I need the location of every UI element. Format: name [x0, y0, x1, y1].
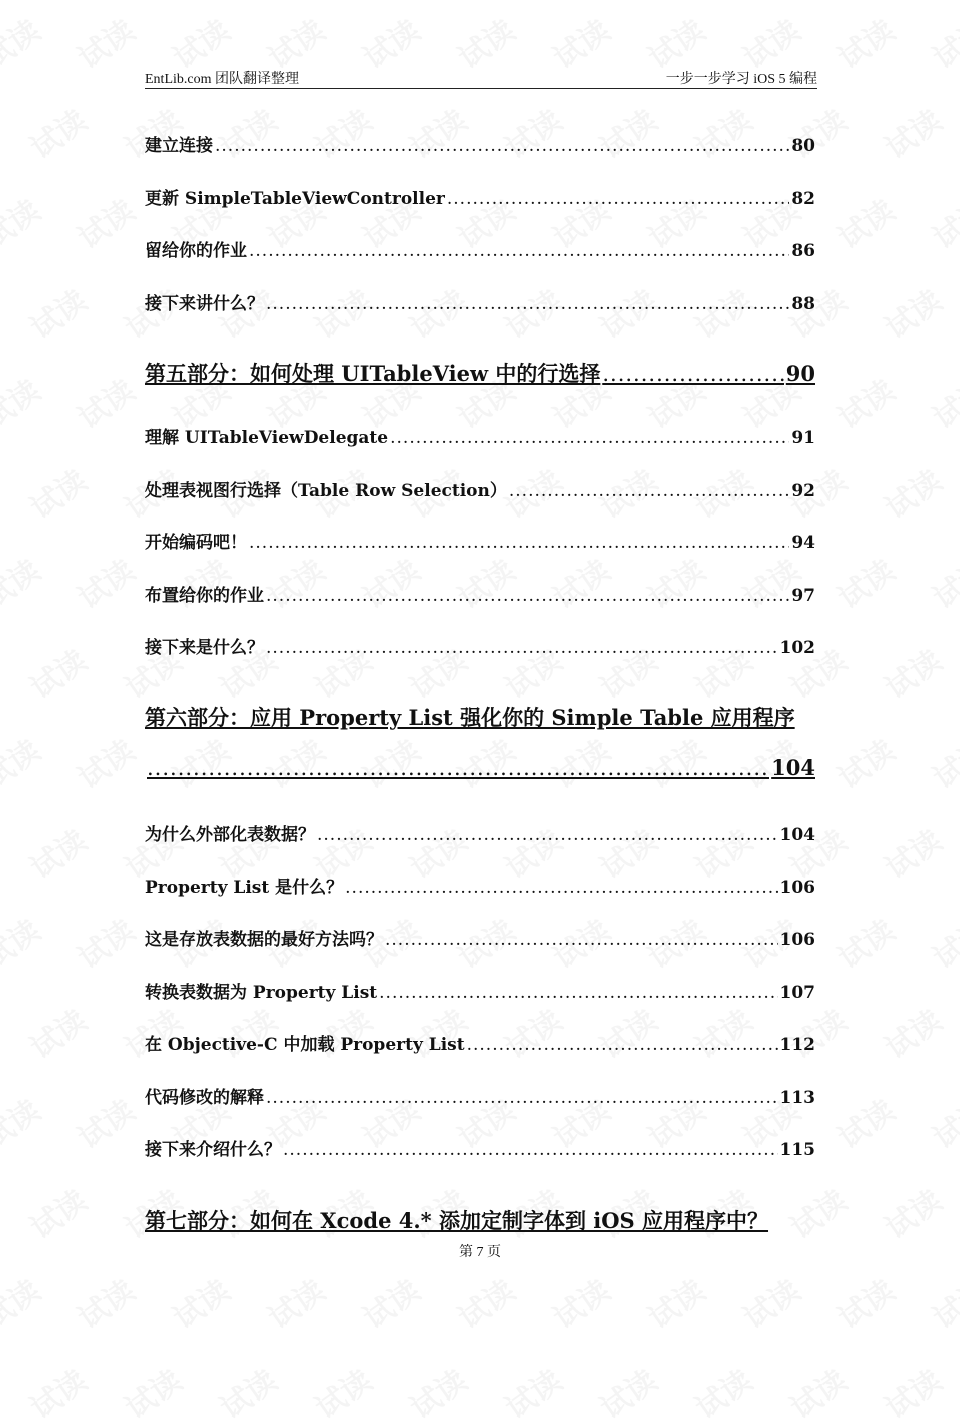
toc-entry-page: 92: [791, 481, 815, 501]
watermark-text: [0, 907, 47, 977]
watermark-text: [923, 727, 960, 797]
dot-leader: [266, 1088, 778, 1108]
toc-entry[interactable]: [145, 873, 815, 898]
dot-leader: [317, 825, 778, 845]
toc-entry-page: 107: [779, 983, 815, 1003]
watermark-text: [828, 7, 902, 77]
toc-entry-page: 106: [779, 930, 815, 950]
toc-entry-title: 接下来讲什么？: [145, 294, 264, 314]
toc-section-entry[interactable]: [145, 358, 815, 388]
toc-entry-page: 106: [779, 878, 815, 898]
watermark-text: [68, 727, 142, 797]
watermark-text: [20, 1357, 94, 1427]
watermark-text: [875, 457, 949, 527]
dot-leader: [147, 756, 769, 780]
toc-entry[interactable]: [145, 476, 815, 501]
watermark-text: [258, 1267, 332, 1337]
watermark-text: [448, 1267, 522, 1337]
watermark-text: [68, 907, 142, 977]
dot-leader: [266, 294, 789, 314]
dot-leader: [249, 241, 789, 261]
dot-leader: [379, 983, 777, 1003]
toc-entry[interactable]: [145, 820, 815, 845]
dot-leader: [390, 428, 789, 448]
dot-leader: [249, 533, 789, 553]
toc-entry-title: 转换表数据为 Property List: [145, 983, 378, 1003]
watermark-text: [828, 367, 902, 437]
toc-entry[interactable]: [145, 289, 815, 314]
dot-leader: [345, 878, 777, 898]
toc-entry-title: 第六部分：应用 Property List 强化你的 Simple Table 应用程序: [145, 705, 795, 730]
watermark-text: [20, 97, 94, 167]
dot-leader: [385, 930, 778, 950]
toc-entry-page: 113: [779, 1088, 815, 1108]
watermark-text: [828, 187, 902, 257]
watermark-text: [875, 1357, 949, 1427]
toc-entry[interactable]: [145, 1135, 815, 1160]
toc-entry-title: Property List 是什么？: [145, 878, 344, 898]
watermark-text: [0, 547, 47, 617]
dot-leader: [602, 362, 783, 386]
dot-leader: [447, 189, 789, 209]
watermark-text: [828, 727, 902, 797]
watermark-text: [923, 547, 960, 617]
watermark-text: [163, 1267, 237, 1337]
watermark-text: [0, 727, 47, 797]
toc-entry[interactable]: [145, 184, 815, 209]
watermark-text: [0, 187, 47, 257]
watermark-text: [115, 1357, 189, 1427]
toc-entry-title: 处理表视图行选择（Table Row Selection）: [145, 481, 507, 501]
watermark-text: [20, 637, 94, 707]
watermark-text: [875, 277, 949, 347]
watermark-text: [923, 7, 960, 77]
dot-leader: [509, 481, 789, 501]
watermark-text: [733, 1267, 807, 1337]
watermark-text: [828, 1087, 902, 1157]
toc-entry-page: 104: [779, 825, 815, 845]
watermark-text: [875, 637, 949, 707]
toc-entry-title: 第五部分：如何处理 UITableView 中的行选择: [145, 361, 601, 386]
toc-entry[interactable]: [145, 978, 815, 1003]
toc-entry-title: 建立连接: [145, 136, 213, 156]
toc-entry-title: 代码修改的解释: [145, 1088, 264, 1108]
watermark-text: [923, 1267, 960, 1337]
page-header: [145, 66, 817, 89]
toc-entry[interactable]: [145, 633, 815, 658]
toc-entry-page: 104: [771, 755, 815, 780]
watermark-text: [68, 367, 142, 437]
header-left: EntLib.com 团队翻译整理: [145, 72, 299, 87]
watermark-text: [875, 97, 949, 167]
toc-section-entry[interactable]: [145, 1205, 815, 1235]
watermark-text: [68, 1087, 142, 1157]
toc-entry-title: 这是存放表数据的最好方法吗？: [145, 930, 383, 950]
dot-leader: [266, 586, 789, 606]
toc-entry-page: 90: [785, 361, 815, 386]
toc-entry-title: 接下来是什么？: [145, 638, 264, 658]
toc-entry-title: 接下来介绍什么？: [145, 1140, 281, 1160]
dot-leader: [467, 1035, 778, 1055]
page-number: 第 7 页: [459, 1245, 501, 1260]
watermark-text: [20, 277, 94, 347]
toc-entry-title: 为什么外部化表数据？: [145, 825, 315, 845]
watermark-text: [875, 1177, 949, 1247]
toc-entry-title: 布置给你的作业: [145, 586, 264, 606]
toc-entry[interactable]: [145, 925, 815, 950]
watermark-text: [20, 997, 94, 1067]
watermark-text: [875, 997, 949, 1067]
header-right: 一步一步学习 iOS 5 编程: [665, 72, 817, 87]
dot-leader: [283, 1140, 778, 1160]
toc-entry-page: 115: [779, 1140, 815, 1160]
watermark-text: [20, 817, 94, 887]
toc-entry[interactable]: [145, 236, 815, 261]
watermark-text: [68, 7, 142, 77]
watermark-text: [0, 367, 47, 437]
toc-section-entry[interactable]: [145, 702, 815, 732]
watermark-text: [923, 367, 960, 437]
toc-entry-page: 86: [791, 241, 815, 261]
watermark-text: [685, 1357, 759, 1427]
watermark-text: [305, 1357, 379, 1427]
toc-entry[interactable]: [145, 581, 815, 606]
watermark-text: [875, 817, 949, 887]
watermark-text: [0, 1087, 47, 1157]
watermark-text: [543, 1267, 617, 1337]
watermark-text: [0, 7, 47, 77]
toc-entry-title: 第七部分：如何在 Xcode 4.* 添加定制字体到 iOS 应用程序中？: [145, 1208, 769, 1233]
toc-entry-page: 97: [791, 586, 815, 606]
dot-leader: [215, 136, 789, 156]
toc-entry-title: 理解 UITableViewDelegate: [145, 428, 389, 448]
toc-entry-page: 91: [791, 428, 815, 448]
dot-leader: [266, 638, 778, 658]
watermark-text: [923, 1087, 960, 1157]
watermark-text: [20, 1177, 94, 1247]
toc-entry[interactable]: [145, 131, 815, 156]
toc-entry-page: 80: [791, 136, 815, 156]
watermark-text: [780, 1357, 854, 1427]
toc-entry-page: 102: [779, 638, 815, 658]
toc-entry[interactable]: [145, 1030, 815, 1055]
toc-entry-page: 88: [791, 294, 815, 314]
watermark-text: [68, 187, 142, 257]
toc-entry-title: 开始编码吧！: [145, 533, 247, 553]
watermark-text: [828, 547, 902, 617]
toc-entry[interactable]: [145, 528, 815, 553]
watermark-text: [68, 1267, 142, 1337]
watermark-text: [353, 1267, 427, 1337]
toc-entry-title: 在 Objective-C 中加载 Property List: [145, 1035, 465, 1055]
toc-entry-page: 82: [791, 189, 815, 209]
toc-entry-title: 留给你的作业: [145, 241, 247, 261]
watermark-text: [495, 1357, 569, 1427]
toc-entry-page: 112: [779, 1035, 815, 1055]
watermark-text: [923, 907, 960, 977]
toc-entry-page: 94: [791, 533, 815, 553]
watermark-text: [828, 907, 902, 977]
watermark-text: [828, 1267, 902, 1337]
watermark-text: [590, 1357, 664, 1427]
watermark-text: [400, 1357, 474, 1427]
toc-section-entry[interactable]: [145, 755, 815, 780]
watermark-text: [0, 1267, 47, 1337]
toc-entry[interactable]: [145, 1083, 815, 1108]
watermark-text: [20, 457, 94, 527]
watermark-text: [68, 547, 142, 617]
watermark-text: [210, 1357, 284, 1427]
toc-entry[interactable]: [145, 423, 815, 448]
watermark-text: [923, 187, 960, 257]
toc-entry-title: 更新 SimpleTableViewController: [145, 189, 445, 209]
watermark-text: [638, 1267, 712, 1337]
